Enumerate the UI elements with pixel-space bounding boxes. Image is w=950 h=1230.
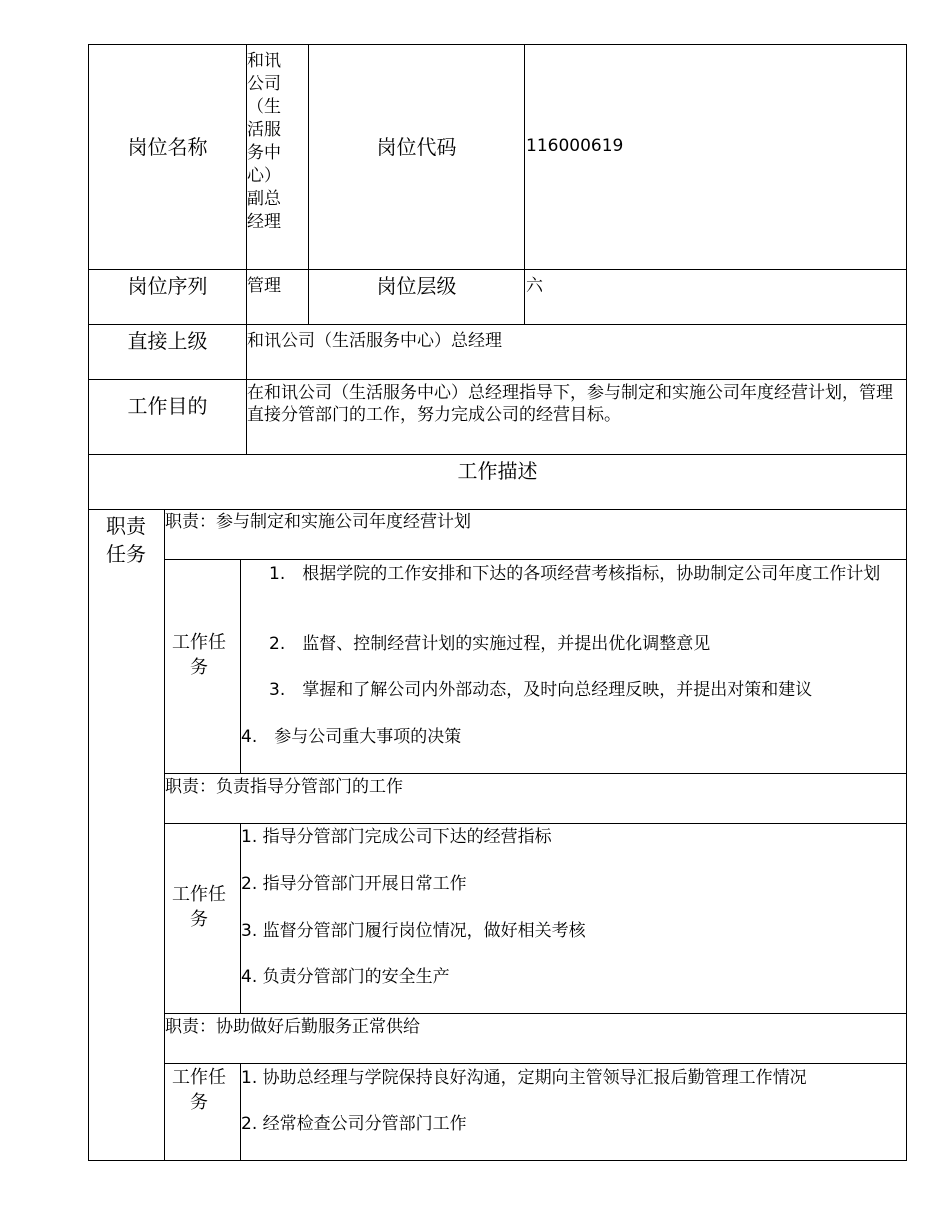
post-name-value: 和讯公司（生活服务中心）副总经理 [247,51,281,232]
duty-3-task-label: 工作任务 [172,1067,226,1113]
post-series-value: 管理 [247,276,281,296]
duty-2-title: 职责：负责指导分管部门的工作 [165,777,403,797]
post-code-label: 岗位代码 [376,135,457,159]
superior-value: 和讯公司（生活服务中心）总经理 [247,331,502,351]
post-name-label: 岗位名称 [127,135,208,159]
post-code-value-cell [524,44,907,270]
duty-2-task-4: 4. 负责分管部门的安全生产 [241,967,450,987]
duty-2-task-1: 1. 指导分管部门完成公司下达的经营指标 [241,827,552,847]
duty-1-task-2: 2. 监督、控制经营计划的实施过程，并提出优化调整意见 [269,634,711,654]
duties-section-label-cell [88,509,165,1161]
duty-2-task-3: 3. 监督分管部门履行岗位情况，做好相关考核 [241,921,586,941]
purpose-label: 工作目的 [127,394,208,418]
duty-1-task-1: 1. 根据学院的工作安排和下达的各项经营考核指标，协助制定公司年度工作计划 [269,564,881,584]
post-level-value-cell [524,269,907,325]
duty-1-task-label: 工作任务 [172,632,226,678]
post-series-label: 岗位序列 [127,274,208,298]
duties-section-label: 职责任务 [106,514,146,566]
duty-2-task-2: 2. 指导分管部门开展日常工作 [241,874,467,894]
duty-3-task-1: 1. 协助总经理与学院保持良好沟通，定期向主管领导汇报后勤管理工作情况 [241,1068,807,1088]
duty-3-task-2: 2. 经常检查公司分管部门工作 [241,1114,467,1134]
purpose-value: 在和讯公司（生活服务中心）总经理指导下，参与制定和实施公司年度经营计划，管理直接分管部门的工作，努力完成公司的经营目标。 [247,383,893,425]
duty-1-title: 职责：参与制定和实施公司年度经营计划 [165,512,471,532]
post-level-value: 六 [526,276,543,296]
duty-3-title: 职责：协助做好后勤服务正常供给 [165,1017,420,1037]
post-level-label: 岗位层级 [376,274,457,298]
superior-label: 直接上级 [127,329,208,353]
post-code-value: 116000619 [526,136,624,156]
duty-2-task-label: 工作任务 [172,884,226,930]
duty-1-task-4: 4. 参与公司重大事项的决策 [241,727,462,747]
duty-1-task-3: 3. 掌握和了解公司内外部动态，及时向总经理反映，并提出对策和建议 [269,680,813,700]
description-title: 工作描述 [457,459,538,483]
